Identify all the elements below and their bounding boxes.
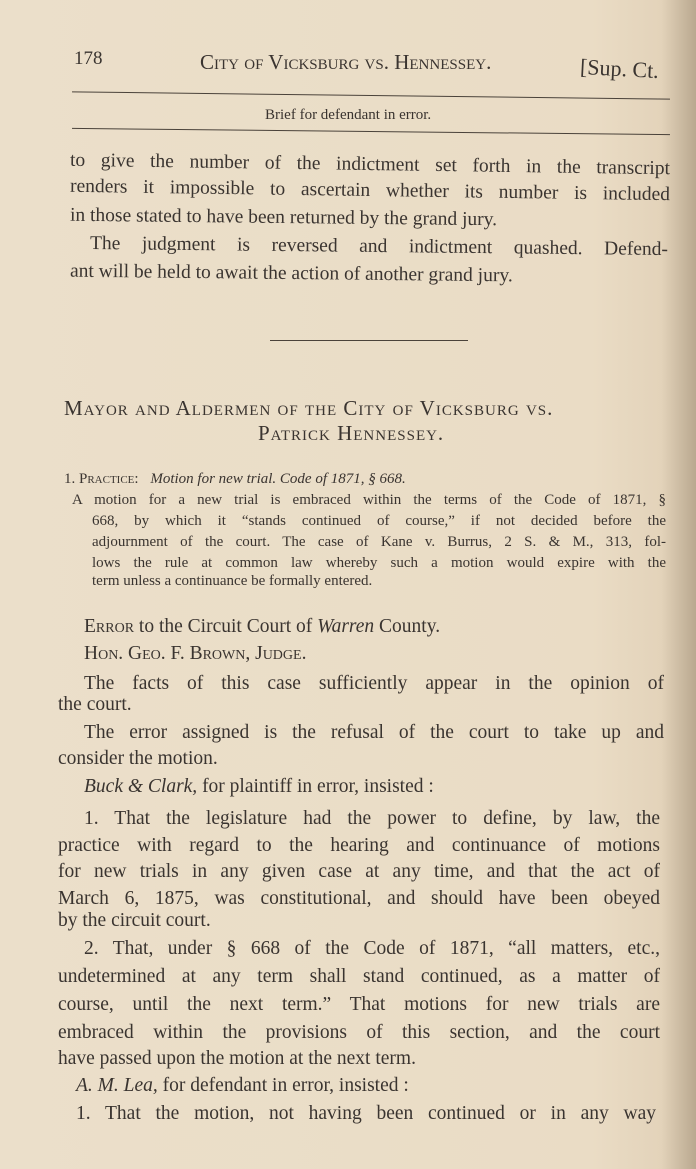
text-line: March 6, 1875, was constitutional, and should have been obeyed — [58, 888, 660, 909]
text-line: The facts of this case sufficiently appear in the opinion of — [84, 673, 664, 694]
case-title-line-1: Mayor and Aldermen of the City of Vicksburg vs. — [64, 396, 554, 420]
error-prefix: Error — [84, 616, 135, 637]
county-suffix: County. — [379, 616, 441, 637]
section-divider — [270, 340, 468, 341]
headnote-line: lows the rule at common law whereby such a motion would expire with the — [92, 555, 666, 571]
case-title-line-2: Patrick Hennessey. — [258, 421, 445, 445]
text-line: embraced within the provisions of this section, and the court — [58, 1022, 660, 1043]
headnote-line: term unless a continuance be formally entered. — [92, 573, 373, 589]
running-title: City of Vicksburg vs. Hennessey. — [200, 50, 492, 74]
text-line: The error assigned is the refusal of the court to take up and — [84, 722, 664, 743]
text-line: to give the number of the indictment set forth in the transcript — [69, 149, 671, 180]
headnote-topic: Motion for new trial. Code of 1871, § 668. — [150, 471, 406, 487]
text-line: have passed upon the motion at the next term. — [58, 1048, 416, 1069]
counsel-plaintiff-text: for plaintiff in error, insisted : — [202, 776, 434, 797]
page-number: 178 — [74, 48, 103, 69]
text-line: consider the motion. — [58, 748, 218, 769]
text-line: undetermined at any term shall stand continued, as a matter of — [58, 966, 660, 987]
text-line: for new trials in any given case at any time, and that the act of — [58, 861, 660, 882]
error-text: to the Circuit Court of — [138, 616, 313, 637]
subtitle: Brief for defendant in error. — [265, 107, 432, 123]
text-line: 2. That, under § 668 of the Code of 1871, “all matters, etc., — [84, 938, 660, 959]
text-line: practice with regard to the hearing and continuance of motions — [58, 835, 660, 856]
headnote-line: A motion for a new trial is embraced within the terms of the Code of 1871, § — [72, 492, 666, 508]
text-line: in those stated to have been returned by the grand jury. — [69, 204, 498, 231]
text-line: The judgment is reversed and indictment quashed. Defend- — [89, 232, 669, 261]
error-line — [84, 616, 440, 638]
headnote-title — [64, 471, 406, 488]
county-name: Warren — [317, 616, 375, 637]
court-label: [Sup. Ct. — [579, 53, 660, 84]
header-rule-bottom — [72, 128, 670, 135]
text-line: 1. That the legislature had the power to define, by law, the — [84, 808, 660, 829]
text-line: renders it impossible to ascertain whether its number is included — [69, 175, 671, 206]
headnote-line: adjournment of the court. The case of Kane v. Burrus, 2 S. & M., 313, fol- — [92, 534, 666, 550]
counsel-line-2 — [76, 1075, 409, 1097]
text-line: by the circuit court. — [58, 910, 211, 931]
counsel-defendant: A. M. Lea, — [76, 1075, 158, 1096]
headnote-line: 668, by which it “stands continued of course,” if not decided before the — [92, 513, 666, 529]
text-line: course, until the next term.” That motions for new trials are — [58, 994, 660, 1015]
counsel-defendant-text: for defendant in error, insisted : — [162, 1075, 409, 1096]
text-line: the court. — [58, 694, 132, 715]
headnote-label: 1. Practice: — [64, 471, 139, 487]
text-line: ant will be held to await the action of another grand jury. — [69, 260, 513, 287]
counsel-plaintiff: Buck & Clark, — [84, 776, 198, 797]
judge-line: Hon. Geo. F. Brown, Judge. — [84, 643, 307, 664]
text-line: 1. That the motion, not having been continued or in any way — [76, 1103, 656, 1124]
header-rule-top — [72, 91, 670, 99]
counsel-line-1 — [84, 776, 434, 798]
